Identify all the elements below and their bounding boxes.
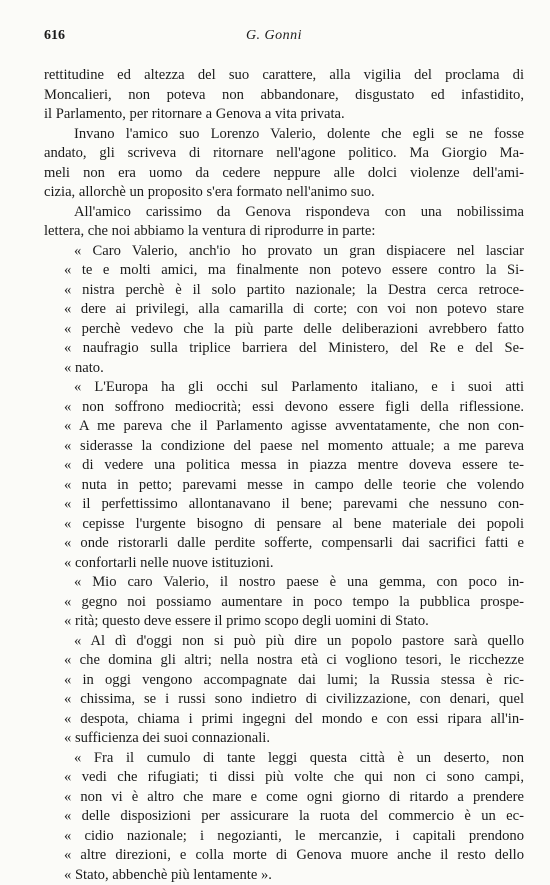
text-line: « Mio caro Valerio, il nostro paese è una gemma, con poco in- [44,573,524,593]
text-line: « chissima, se i russi sono indietro di civilizzazione, con denari, quel [44,690,524,710]
page-body [44,66,524,885]
text-line: « di vedere una politica messa in piazza mentre doveva essere te- [44,456,524,476]
text-line: andato, gli scriveva di ritornare nell'agone politico. Ma Giorgio Ma- [44,144,524,164]
text-line: « te e molti amici, ma finalmente non potevo essere contro la Si- [44,261,524,281]
text-line: « nuta in petto; parevami messe in campo delle teorie che volendo [44,476,524,496]
text-line: « il perfettissimo allontanavano il bene; parevami che nessuno con- [44,495,524,515]
text-line: meli non era uomo da cedere neppure alle dolci violenze dell'ami- [44,164,524,184]
text-line: « che domina gli altri; nella nostra età ci vogliono tesori, le ricchezze [44,651,524,671]
text-line: « rità; questo deve essere il primo scopo degli uomini di Stato. [44,612,524,632]
text-line: « onde ristorarli dalle perdite sofferte, compensarli dai sacrifici fatti e [44,534,524,554]
text-line: lettera, che noi abbiamo la ventura di riprodurre in parte: [44,222,524,242]
text-line: « vedi che rifugiati; ti dissi più volte che qui non ci sono campi, [44,768,524,788]
text-line: Moncalieri, non poteva non abbandonare, disgustato ed infastidito, [44,86,524,106]
text-line: « gegno noi possiamo aumentare in poco tempo la pubblica prospe- [44,593,524,613]
text-line: « cidio nazionale; i negozianti, le mercanzie, i capitali prendono [44,827,524,847]
text-line: « non soffrono mediocrità; essi devono essere figli della riflessione. [44,398,524,418]
text-line: « dere ai privilegi, alla camarilla di corte; con voi non potevo stare [44,300,524,320]
page-header [44,28,504,52]
text-line: « altre direzioni, e colla morte di Genova muore anche il resto dello [44,846,524,866]
text-line: « despota, chiama i primi ingegni del mondo e con essi ripara all'in- [44,710,524,730]
running-head: G. Gonni [44,28,504,44]
text-line: All'amico carissimo da Genova rispondeva con una nobilissima [44,203,524,223]
text-line: « nistra perchè è il solo partito nazionale; la Destra cerca retroce- [44,281,524,301]
text-line: « cepisse l'urgente bisogno di pensare al bene materiale dei popoli [44,515,524,535]
text-line: rettitudine ed altezza del suo carattere, alla vigilia del proclama di [44,66,524,86]
text-line: « Caro Valerio, anch'io ho provato un gran dispiacere nel lasciar [44,242,524,262]
text-line: « in oggi vengono accompagnate dai lumi; la Russia stessa è ric- [44,671,524,691]
text-line: « delle disposizioni per assicurare la ruota del commercio è un ec- [44,807,524,827]
text-line: « L'Europa ha gli occhi sul Parlamento italiano, e i suoi atti [44,378,524,398]
text-line: « confortarli nelle nuove istituzioni. [44,554,524,574]
page-number: 616 [44,28,65,44]
text-line: « naufragio sulla triplice barriera del Ministero, del Re e del Se- [44,339,524,359]
text-line: cizia, allorchè un proposito s'era formato nell'animo suo. [44,183,524,203]
text-line: « perchè vedevo che la più parte delle deliberazioni avrebbero fatto [44,320,524,340]
text-line: « non vi è altro che mare e come ogni giorno di ritardo a prendere [44,788,524,808]
text-line: « Fra il cumulo di tante leggi questa città è un deserto, non [44,749,524,769]
text-line: « Stato, abbenchè più lentamente ». [44,866,524,885]
text-line: Invano l'amico suo Lorenzo Valerio, dolente che egli se ne fosse [44,125,524,145]
text-line: « siderasse la condizione del paese nel momento attuale; a me pareva [44,437,524,457]
text-line: il Parlamento, per ritornare a Genova a vita privata. [44,105,524,125]
text-line: « A me pareva che il Parlamento agisse avventatamente, che non con- [44,417,524,437]
text-line: « sufficienza dei suoi connazionali. [44,729,524,749]
text-line: « Al dì d'oggi non si può più dire un popolo pastore sarà quello [44,632,524,652]
text-line: « nato. [44,359,524,379]
